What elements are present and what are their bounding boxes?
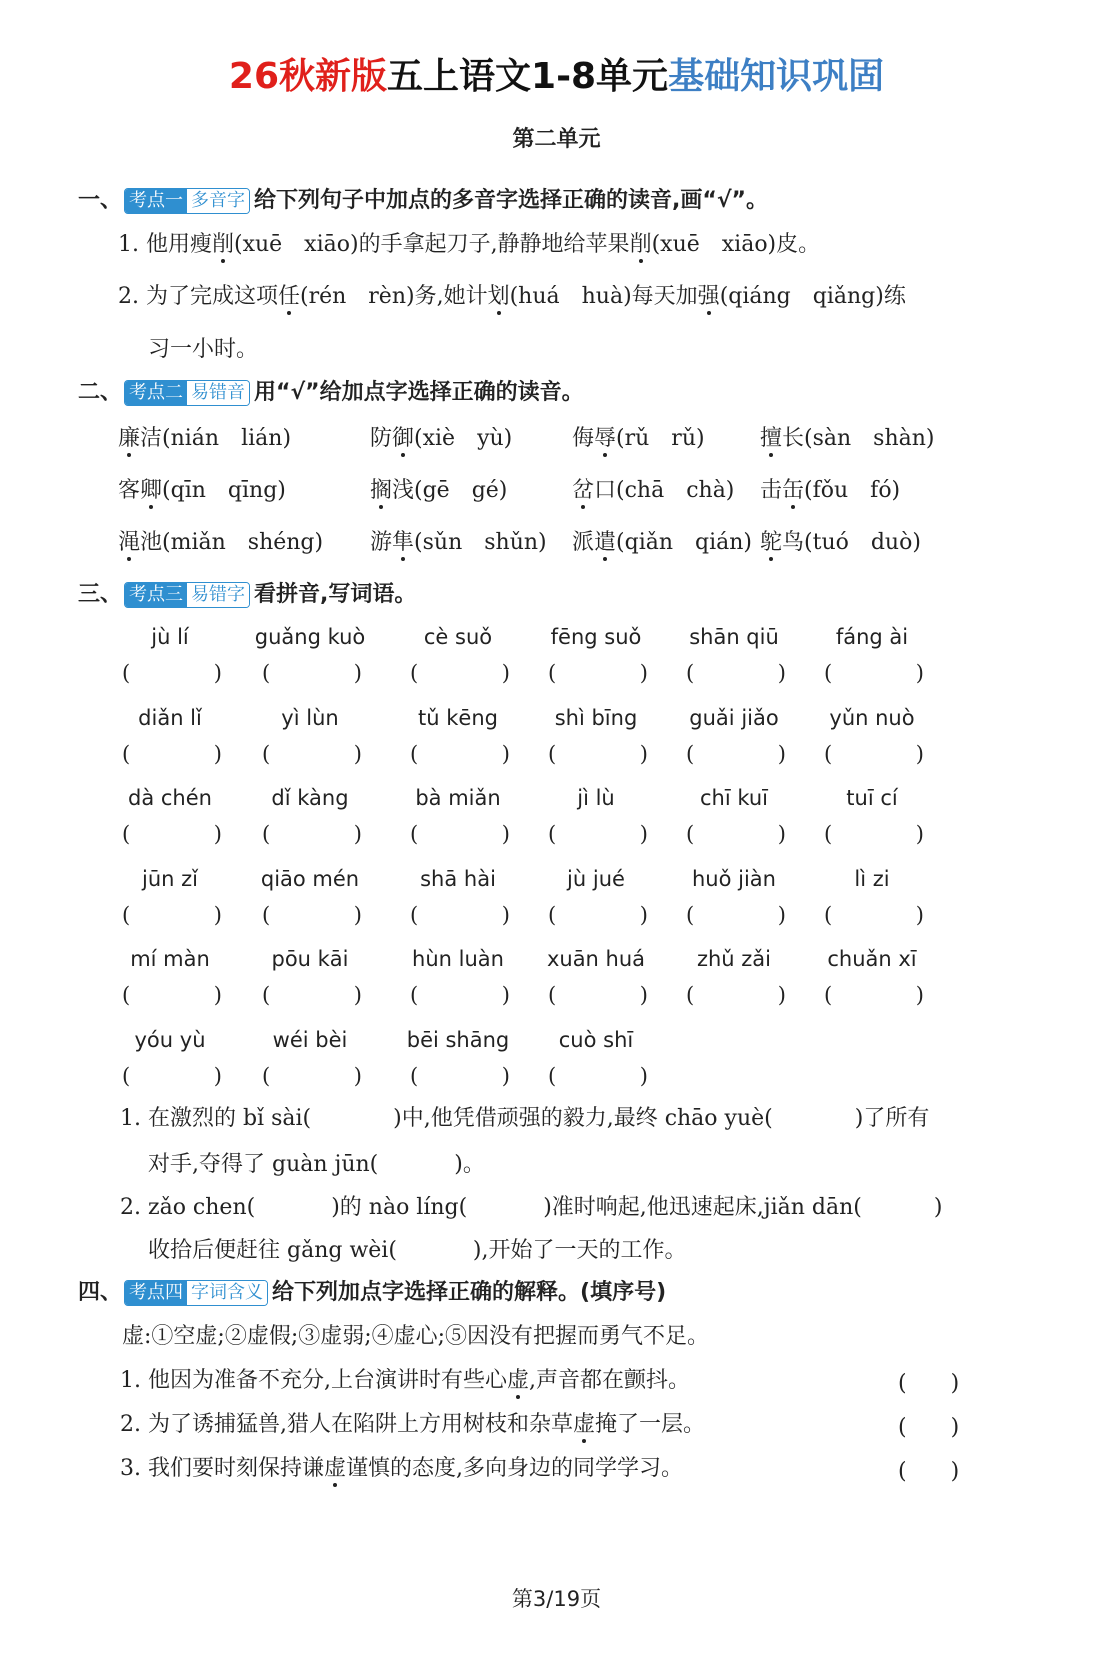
text: 长(sàn shàn) — [782, 426, 935, 451]
exam-point-badge — [124, 188, 250, 214]
title-black-part: 五上语文1-8单元 — [387, 56, 669, 97]
close-paren: ) — [915, 983, 924, 1007]
text: 1. 在激烈的 bǐ sài( — [120, 1106, 312, 1131]
text: 2. zǎo chen( — [120, 1195, 256, 1220]
open-paren: ( — [686, 661, 695, 685]
badge-tag: 考点一 — [125, 189, 187, 213]
answer-parentheses[interactable] — [410, 903, 510, 927]
text: 客 — [118, 478, 141, 503]
section-1-heading — [78, 186, 768, 216]
title-red-part: 26秋新版 — [228, 56, 388, 97]
pinyin-prompt: lì zi — [854, 866, 890, 891]
page-number: 第3/19页 — [511, 1587, 602, 1611]
pronunciation-item — [118, 424, 291, 454]
answer-parentheses[interactable] — [686, 983, 786, 1007]
answer-parentheses[interactable] — [262, 822, 362, 846]
text: (qiǎn qián) — [616, 530, 753, 555]
text: 3. 我们要时刻保持谦 — [120, 1456, 324, 1481]
open-paren: ( — [686, 902, 695, 927]
text: (huá huà)每天加 — [509, 284, 698, 309]
dotted-char: 岔 — [572, 478, 595, 503]
text: 防 — [370, 426, 393, 451]
open-paren: ( — [410, 822, 419, 846]
close-paren: ) — [353, 1063, 362, 1088]
text: 击 — [760, 478, 783, 503]
text: 1. 他因为准备不充分,上台演讲时有些心 — [120, 1368, 507, 1393]
s3-fill-1 — [120, 1104, 929, 1134]
pinyin-prompt: huǒ jiàn — [692, 866, 776, 891]
pinyin-prompt: guǎi jiǎo — [689, 705, 779, 730]
close-paren: ) — [639, 661, 648, 685]
pinyin-prompt: dà chén — [128, 786, 212, 810]
answer-parentheses[interactable] — [548, 983, 648, 1007]
open-paren: ( — [824, 902, 833, 927]
pinyin-prompt: fēng suǒ — [550, 625, 642, 649]
section-instruction: 给下列加点字选择正确的解释。(填序号) — [272, 1280, 667, 1305]
badge-tag: 考点二 — [125, 381, 187, 405]
text: 掩了一层。 — [595, 1412, 706, 1437]
pinyin-prompt: jì lù — [577, 786, 615, 810]
close-paren: ) — [501, 1063, 510, 1088]
text: 谨慎的态度,多向身边的同学学习。 — [346, 1456, 683, 1481]
close-paren: ) — [777, 661, 786, 685]
close-paren: ) — [353, 983, 362, 1007]
answer-parentheses[interactable] — [410, 661, 510, 685]
text: 对手,夺得了 guàn jūn( — [148, 1152, 379, 1177]
badge-tag: 考点三 — [125, 583, 187, 607]
pronunciation-item — [118, 476, 286, 506]
text: )中,他凭借顽强的毅力,最终 chāo yuè( — [393, 1106, 773, 1131]
text: (rǔ rǔ) — [616, 426, 705, 451]
dotted-char: 削 — [629, 232, 652, 257]
close-paren: ) — [639, 822, 648, 846]
close-paren: ) — [501, 822, 510, 846]
section-number: 三、 — [78, 582, 123, 607]
exam-point-badge — [124, 380, 250, 406]
open-paren: ( — [262, 902, 271, 927]
s4-definitions: 虚:①空虚;②虚假;③虚弱;④虚心;⑤因没有把握而勇气不足。 — [122, 1324, 710, 1349]
pinyin-prompt: jù jué — [567, 866, 625, 891]
pinyin-prompt: shā hài — [420, 866, 496, 891]
close-paren: ) — [213, 822, 222, 846]
text: 鸟(tuó duò) — [782, 530, 921, 555]
open-paren: ( — [824, 741, 833, 766]
section-number: 四、 — [78, 1280, 123, 1305]
pinyin-prompt: fáng ài — [835, 625, 909, 649]
text: (qiáng qiǎng)练 — [719, 284, 906, 309]
open-paren: ( — [686, 983, 695, 1007]
pinyin-prompt: yì lùn — [281, 705, 339, 730]
text: 浅(gē gé) — [392, 478, 508, 503]
text: (rén rèn)务,她计 — [300, 284, 488, 309]
pronunciation-item — [760, 528, 921, 558]
pinyin-prompt: guǎng kuò — [254, 625, 366, 649]
open-paren: ( — [686, 822, 695, 846]
close-paren: ) — [213, 902, 222, 927]
text: ) — [933, 1195, 943, 1220]
answer-box[interactable]: ( ) — [898, 1415, 960, 1440]
text: )准时响起,他迅速起床,jiǎn dān( — [543, 1195, 862, 1220]
badge-label: 易错字 — [187, 583, 249, 607]
page-title — [0, 48, 1113, 99]
pronunciation-item — [370, 528, 547, 558]
text: )了所有 — [854, 1106, 930, 1131]
answer-parentheses[interactable] — [262, 1064, 362, 1088]
section-2-heading — [78, 378, 584, 408]
close-paren: ) — [501, 902, 510, 927]
text: 收拾后便赶往 gǎng wèi( — [148, 1238, 397, 1263]
pinyin-prompt: qiāo mén — [260, 866, 360, 891]
open-paren: ( — [410, 983, 419, 1007]
s4-question-3 — [120, 1454, 683, 1484]
open-paren: ( — [122, 1063, 131, 1088]
text: 侮 — [572, 426, 595, 451]
dotted-char: 搁 — [370, 478, 393, 503]
close-paren: ) — [639, 983, 648, 1007]
pinyin-prompt: jù lí — [151, 625, 189, 649]
close-paren: ) — [777, 822, 786, 846]
open-paren: ( — [410, 741, 419, 766]
dotted-char: 御 — [392, 426, 415, 451]
pronunciation-item — [760, 424, 935, 454]
dotted-char: 虚 — [506, 1368, 529, 1393]
pinyin-prompt: shān qiū — [689, 625, 779, 649]
close-paren: ) — [213, 661, 222, 685]
s3-fill-2 — [120, 1193, 942, 1223]
open-paren: ( — [548, 1063, 557, 1088]
text: (sǔn shǔn) — [414, 530, 547, 555]
pinyin-prompt: dǐ kàng — [271, 786, 349, 810]
pronunciation-item — [760, 476, 900, 506]
section-instruction: 看拼音,写词语。 — [254, 582, 417, 607]
s1-question-2-cont: 习一小时。 — [148, 337, 259, 362]
s4-question-1 — [120, 1366, 690, 1396]
open-paren: ( — [686, 741, 695, 766]
s3-fill-1-cont — [148, 1150, 485, 1180]
answer-parentheses[interactable] — [824, 742, 924, 766]
answer-parentheses[interactable] — [122, 1064, 222, 1088]
s4-question-2 — [120, 1410, 705, 1440]
close-paren: ) — [353, 902, 362, 927]
answer-parentheses[interactable] — [410, 822, 510, 846]
pinyin-prompt: yǔn nuò — [829, 705, 915, 730]
badge-tag: 考点四 — [125, 1281, 187, 1305]
pronunciation-item — [572, 476, 734, 506]
answer-parentheses[interactable] — [410, 742, 510, 766]
open-paren: ( — [262, 983, 271, 1007]
pronunciation-item — [370, 476, 507, 506]
close-paren: ) — [353, 741, 362, 766]
open-paren: ( — [548, 902, 557, 927]
close-paren: ) — [777, 983, 786, 1007]
open-paren: ( — [262, 741, 271, 766]
title-blue-part: 基础知识巩固 — [668, 56, 885, 97]
open-paren: ( — [262, 1063, 271, 1088]
dotted-char: 鸵 — [760, 530, 783, 555]
section-instruction: 用“√”给加点字选择正确的读音。 — [254, 380, 584, 405]
open-paren: ( — [824, 661, 833, 685]
dotted-char: 强 — [697, 284, 720, 309]
answer-parentheses[interactable] — [262, 983, 362, 1007]
text: 2. 为了完成这项 — [118, 284, 278, 309]
close-paren: ) — [501, 661, 510, 685]
open-paren: ( — [824, 822, 833, 846]
close-paren: ) — [213, 741, 222, 766]
section-instruction: 给下列句子中加点的多音字选择正确的读音,画“√”。 — [254, 188, 768, 213]
pronunciation-item — [370, 424, 512, 454]
dotted-char: 削 — [211, 232, 234, 257]
pinyin-prompt: chī kuī — [699, 786, 769, 810]
pinyin-prompt: chuǎn xī — [827, 947, 917, 971]
answer-parentheses[interactable] — [824, 661, 924, 685]
pinyin-prompt: mí màn — [130, 947, 210, 971]
answer-parentheses[interactable] — [122, 822, 222, 846]
close-paren: ) — [501, 741, 510, 766]
text: 派 — [572, 530, 595, 555]
text: 1. 他用瘦 — [118, 232, 212, 257]
open-paren: ( — [122, 661, 131, 685]
answer-parentheses[interactable] — [824, 903, 924, 927]
answer-parentheses[interactable] — [824, 822, 924, 846]
text: 口(chā chà) — [594, 478, 735, 503]
open-paren: ( — [548, 661, 557, 685]
dotted-char: 划 — [487, 284, 510, 309]
open-paren: ( — [122, 822, 131, 846]
open-paren: ( — [122, 741, 131, 766]
open-paren: ( — [824, 983, 833, 1007]
close-paren: ) — [353, 822, 362, 846]
section-number: 一、 — [78, 188, 123, 213]
text: 游 — [370, 530, 393, 555]
pinyin-prompt: pōu kāi — [271, 947, 349, 971]
answer-parentheses[interactable] — [122, 661, 222, 685]
open-paren: ( — [410, 902, 419, 927]
exam-point-badge — [124, 582, 250, 608]
dotted-char: 辱 — [594, 426, 617, 451]
text: 池(miǎn shéng) — [140, 530, 324, 555]
open-paren: ( — [122, 983, 131, 1007]
s1-question-1 — [118, 230, 820, 260]
badge-label: 易错音 — [187, 381, 249, 405]
answer-box[interactable]: ( ) — [898, 1371, 960, 1396]
close-paren: ) — [639, 902, 648, 927]
open-paren: ( — [548, 983, 557, 1007]
close-paren: ) — [213, 1063, 222, 1088]
answer-parentheses[interactable] — [686, 822, 786, 846]
text: (xuē xiāo)皮。 — [651, 232, 821, 257]
dotted-char: 虚 — [323, 1456, 346, 1481]
close-paren: ) — [501, 983, 510, 1007]
answer-parentheses[interactable] — [686, 903, 786, 927]
text: ,声音都在颤抖。 — [529, 1368, 690, 1393]
open-paren: ( — [262, 661, 271, 685]
pinyin-prompt: bà miǎn — [415, 786, 501, 810]
answer-parentheses[interactable] — [122, 983, 222, 1007]
open-paren: ( — [410, 1063, 419, 1088]
pinyin-prompt: cè suǒ — [423, 625, 493, 649]
answer-parentheses[interactable] — [262, 903, 362, 927]
answer-parentheses[interactable] — [122, 742, 222, 766]
answer-parentheses[interactable] — [548, 661, 648, 685]
answer-parentheses[interactable] — [548, 903, 648, 927]
text: (fǒu fó) — [804, 478, 901, 503]
dotted-char: 虚 — [572, 1412, 595, 1437]
open-paren: ( — [122, 902, 131, 927]
pinyin-prompt: diǎn lǐ — [138, 705, 202, 730]
text: )。 — [454, 1152, 485, 1177]
badge-label: 多音字 — [187, 189, 249, 213]
pinyin-prompt: shì bīng — [554, 705, 638, 730]
text: 2. 为了诱捕猛兽,猎人在陷阱上方用树枝和杂草 — [120, 1412, 573, 1437]
close-paren: ) — [915, 902, 924, 927]
text: )的 nào líng( — [331, 1195, 468, 1220]
close-paren: ) — [639, 1063, 648, 1088]
dotted-char: 卿 — [140, 478, 163, 503]
close-paren: ) — [777, 741, 786, 766]
answer-parentheses[interactable] — [262, 742, 362, 766]
answer-parentheses[interactable] — [686, 661, 786, 685]
answer-parentheses[interactable] — [548, 822, 648, 846]
dotted-char: 任 — [277, 284, 300, 309]
answer-parentheses[interactable] — [548, 742, 648, 766]
unit-heading: 第二单元 — [512, 127, 601, 152]
section-number: 二、 — [78, 380, 123, 405]
pinyin-prompt: tuī cí — [846, 786, 898, 810]
text: ),开始了一天的工作。 — [472, 1238, 687, 1263]
close-paren: ) — [213, 983, 222, 1007]
dotted-char: 遣 — [594, 530, 617, 555]
pinyin-prompt: hùn luàn — [412, 947, 504, 971]
answer-parentheses[interactable] — [262, 661, 362, 685]
answer-parentheses[interactable] — [410, 983, 510, 1007]
s3-fill-2-cont — [148, 1236, 687, 1266]
pinyin-prompt: bēi shāng — [406, 1027, 510, 1052]
text: (xiè yù) — [414, 426, 513, 451]
section-4-heading — [78, 1278, 666, 1308]
text: (xuē xiāo)的手拿起刀子,静静地给苹果 — [234, 232, 630, 257]
close-paren: ) — [915, 741, 924, 766]
exam-point-badge — [124, 1280, 268, 1306]
open-paren: ( — [262, 822, 271, 846]
close-paren: ) — [639, 741, 648, 766]
pinyin-prompt: cuò shī — [558, 1027, 634, 1052]
pinyin-prompt: jūn zǐ — [142, 866, 198, 891]
close-paren: ) — [915, 822, 924, 846]
pronunciation-item — [118, 528, 323, 558]
pronunciation-item — [572, 528, 752, 558]
close-paren: ) — [777, 902, 786, 927]
answer-parentheses[interactable] — [410, 1064, 510, 1088]
close-paren: ) — [915, 661, 924, 685]
section-3-heading — [78, 580, 416, 610]
dotted-char: 渑 — [118, 530, 141, 555]
badge-label: 字词含义 — [187, 1281, 267, 1305]
pinyin-prompt: tǔ kēng — [418, 705, 498, 730]
open-paren: ( — [548, 822, 557, 846]
pronunciation-item — [572, 424, 705, 454]
pinyin-prompt: yóu yù — [134, 1027, 206, 1052]
pinyin-prompt: xuān huá — [546, 947, 646, 971]
pinyin-prompt: wéi bèi — [272, 1027, 348, 1052]
s1-question-2 — [118, 282, 906, 312]
answer-box[interactable]: ( ) — [898, 1459, 960, 1484]
answer-parentheses[interactable] — [824, 983, 924, 1007]
answer-parentheses[interactable] — [686, 742, 786, 766]
dotted-char: 廉 — [118, 426, 141, 451]
open-paren: ( — [410, 661, 419, 685]
text: (qīn qīng) — [162, 478, 286, 503]
open-paren: ( — [548, 741, 557, 766]
close-paren: ) — [353, 661, 362, 685]
pinyin-prompt: zhǔ zǎi — [696, 947, 772, 971]
answer-parentheses[interactable] — [548, 1064, 648, 1088]
answer-parentheses[interactable] — [122, 903, 222, 927]
dotted-char: 擅 — [760, 426, 783, 451]
dotted-char: 缶 — [782, 478, 805, 503]
text: 洁(nián lián) — [140, 426, 292, 451]
dotted-char: 隼 — [392, 530, 415, 555]
